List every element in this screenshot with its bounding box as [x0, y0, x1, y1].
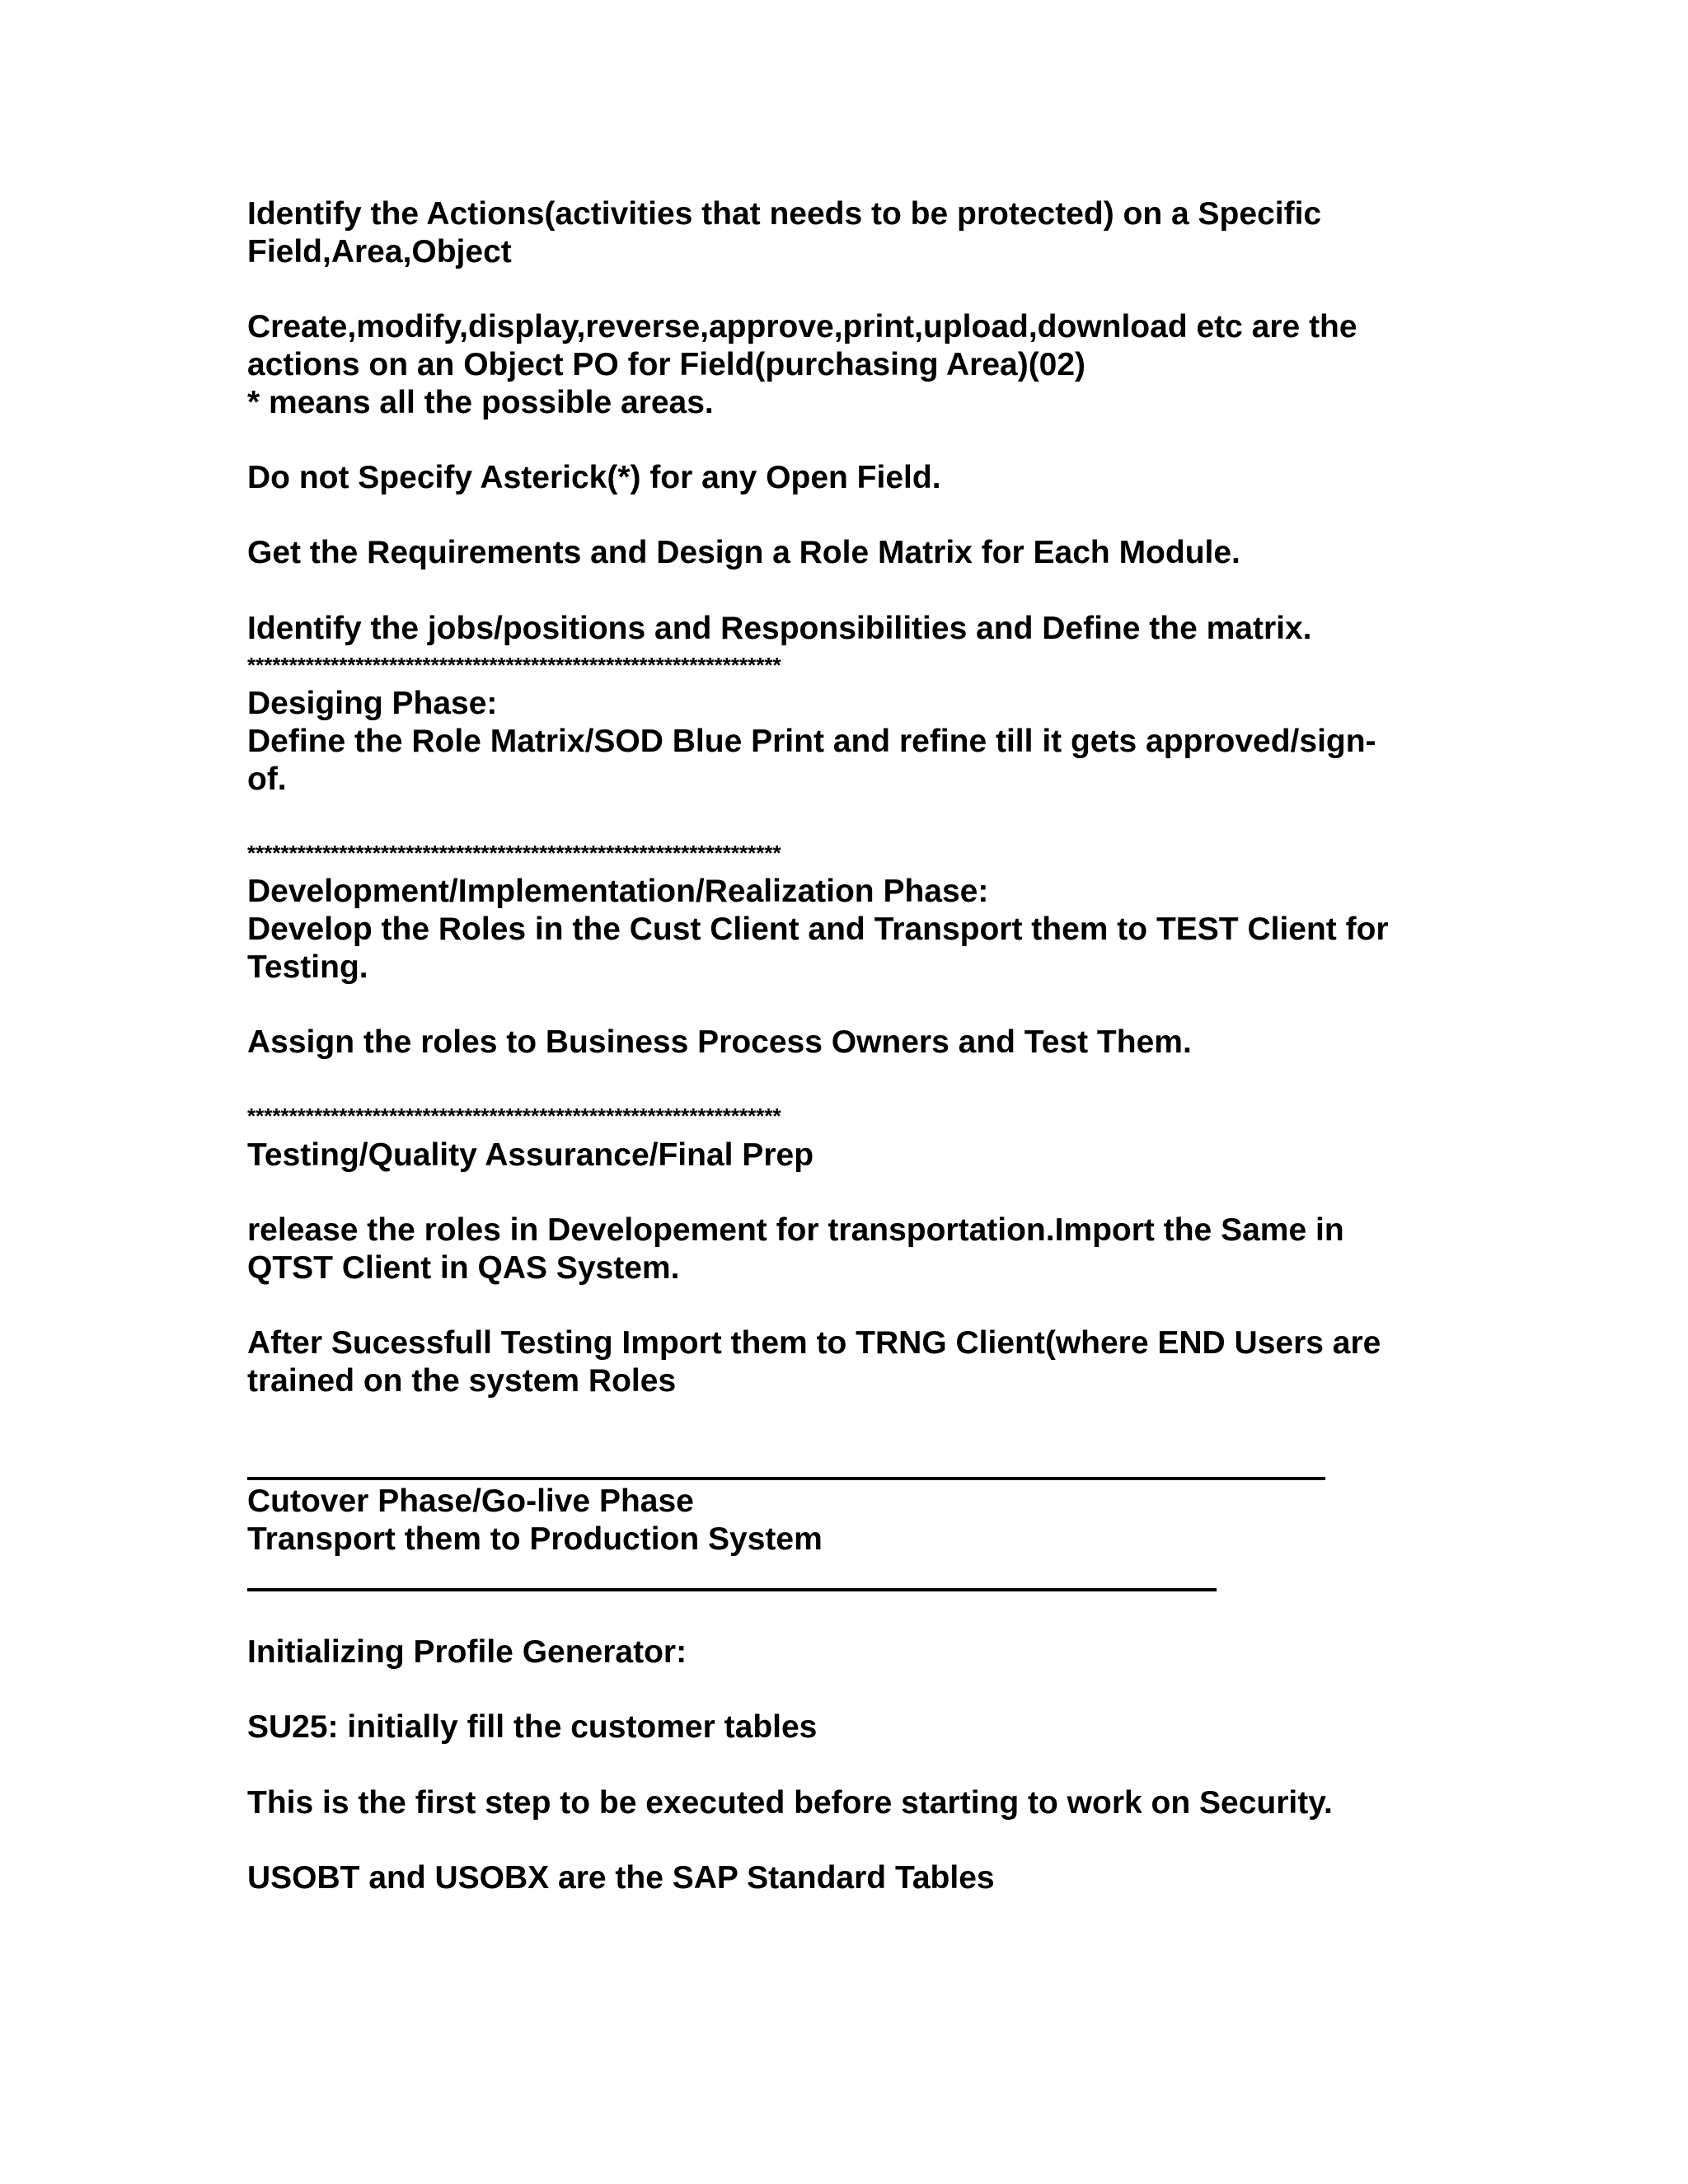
star-separator: ****************************************************************: [247, 653, 781, 677]
star-separator: ****************************************************************: [247, 841, 781, 865]
section-heading: Cutover Phase/Go-live Phase: [247, 1483, 694, 1519]
text-line: Identify the jobs/positions and Responsibilities and Define the matrix.: [247, 611, 1312, 646]
text-line: trained on the system Roles: [247, 1363, 677, 1399]
section-heading: Development/Implementation/Realization Phase:: [247, 874, 989, 909]
text-line: After Sucessfull Testing Import them to TRNG Client(where END Users are: [247, 1325, 1381, 1361]
text-line: USOBT and USOBX are the SAP Standard Tables: [247, 1860, 995, 1896]
text-line: QTST Client in QAS System.: [247, 1250, 680, 1286]
text-line: Assign the roles to Business Process Owners and Test Them.: [247, 1024, 1192, 1060]
text-line: SU25: initially fill the customer tables: [247, 1709, 818, 1745]
section-heading: Initializing Profile Generator:: [247, 1634, 687, 1670]
text-line: of.: [247, 762, 287, 797]
horizontal-rule: [247, 1588, 1217, 1591]
section-heading: Desiging Phase:: [247, 686, 498, 721]
text-line: Define the Role Matrix/SOD Blue Print and refine till it gets approved/sign-: [247, 724, 1376, 759]
text-line: Get the Requirements and Design a Role Matrix for Each Module.: [247, 535, 1240, 570]
text-line: Field,Area,Object: [247, 234, 512, 269]
text-line: Transport them to Production System: [247, 1521, 823, 1557]
text-line: release the roles in Developement for transportation.Import the Same in: [247, 1212, 1344, 1248]
text-line: This is the first step to be executed before starting to work on Security.: [247, 1785, 1333, 1821]
text-line: Create,modify,display,reverse,approve,print,upload,download etc are the: [247, 309, 1357, 344]
text-line: Testing.: [247, 949, 368, 985]
text-line: Develop the Roles in the Cust Client and Transport them to TEST Client for: [247, 912, 1389, 947]
horizontal-rule: [247, 1477, 1325, 1480]
text-line: * means all the possible areas.: [247, 385, 714, 420]
section-heading: Testing/Quality Assurance/Final Prep: [247, 1137, 814, 1173]
text-line: Identify the Actions(activities that needs to be protected) on a Specific: [247, 196, 1322, 232]
text-line: actions on an Object PO for Field(purchasing Area)(02): [247, 347, 1086, 382]
text-line: Do not Specify Asterick(*) for any Open Field.: [247, 460, 941, 495]
star-separator: ****************************************************************: [247, 1104, 781, 1128]
